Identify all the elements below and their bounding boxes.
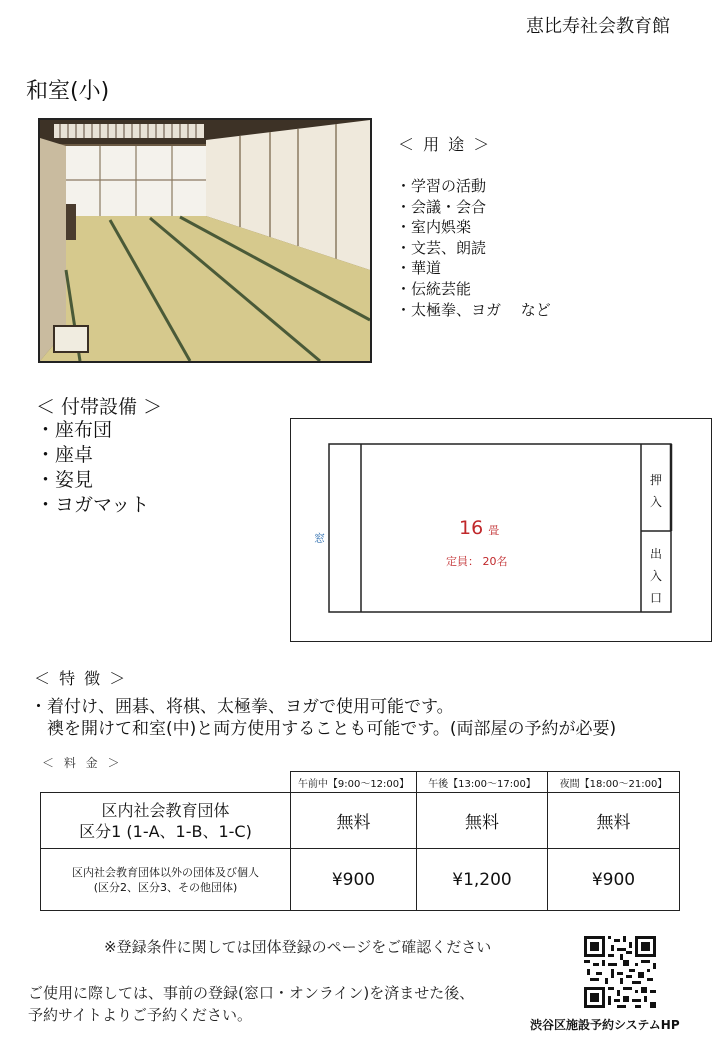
tatami-count (459, 517, 499, 539)
fee-cell: 無料 (291, 793, 417, 849)
list-item: ・学習の活動 (396, 177, 487, 195)
footer-line: ご使用に際しては、事前の登録(窓口・オンライン)を済ませた後、 (28, 984, 475, 1002)
fee-cell: ¥900 (548, 849, 680, 911)
table-header-row (41, 772, 680, 793)
list-item: ・姿見 (36, 469, 94, 491)
row-label-line: 区内社会教育団体 (101, 800, 230, 820)
footer-line: 予約サイトよりご予約ください。 (28, 1006, 252, 1024)
room-outline (329, 444, 671, 612)
tatami-number: 16 (459, 517, 484, 539)
list-item: ・華道 (396, 259, 442, 278)
fee-cell: ¥900 (291, 849, 417, 911)
period-morning: 午前中【9:00～12:00】 (291, 772, 417, 793)
fee-cell: 無料 (548, 793, 680, 849)
fees-heading: ＜ 料 金 ＞ (42, 756, 123, 770)
table-row (41, 793, 680, 849)
qr-code-icon[interactable] (584, 936, 656, 1008)
equipment-list (36, 418, 149, 518)
row-label-line: (区分2、区分3、その他団体) (93, 880, 238, 894)
fee-cell: ¥1,200 (417, 849, 548, 911)
features-line: ・着付け、囲碁、将棋、太極拳、ヨガで使用可能です。 (30, 697, 454, 717)
uses-heading: ＜ 用 途 ＞ (398, 135, 492, 154)
uses-list (396, 176, 551, 320)
list-item: ・座卓 (36, 444, 94, 466)
list-item: ・太極拳、ヨガ など (396, 300, 551, 319)
equipment-heading: ＜ 付帯設備 ＞ (36, 396, 163, 418)
capacity-label: 定員： 20名 (446, 555, 508, 568)
period-evening: 夜間【18:00～21:00】 (548, 772, 680, 793)
closet-label: 押入 (649, 473, 662, 509)
list-item: ・座布団 (36, 419, 113, 441)
features-line: 襖を開けて和室(中)と両方使用することも可能です。(両部屋の予約が必要) (30, 719, 617, 739)
period-afternoon: 午後【13:00～17:00】 (417, 772, 548, 793)
list-item: ・室内娯楽 (396, 218, 472, 237)
exit-label: 出入口 (649, 547, 662, 605)
list-item: ・伝統芸能 (396, 279, 472, 298)
fee-table (40, 771, 680, 911)
table-row (41, 849, 680, 911)
row-label (41, 793, 291, 849)
room-photo (38, 118, 372, 363)
footer-text (28, 982, 474, 1026)
list-item: ・会議・会合 (396, 197, 487, 216)
fee-cell: 無料 (417, 793, 548, 849)
features-heading: ＜ 特 徴 ＞ (34, 669, 128, 688)
row-label-line: 区内社会教育団体以外の団体及び個人 (72, 865, 259, 879)
facility-name: 恵比寿社会教育館 (526, 16, 670, 37)
floor-plan (290, 418, 712, 642)
row-label (41, 849, 291, 911)
registration-note: ※登録条件に関しては団体登録のページをご確認ください (104, 938, 492, 956)
tatami-unit: 畳 (488, 524, 500, 537)
features-text (30, 696, 616, 740)
list-item: ・文芸、朗読 (396, 238, 487, 257)
list-item: ・ヨガマット (36, 494, 150, 516)
room-title: 和室(小) (26, 79, 110, 104)
reservation-system-link[interactable]: 渋谷区施設予約システムHP (530, 1018, 680, 1032)
table-corner (41, 772, 291, 793)
row-label-line: 区分1 (1-A、1-B、1-C) (79, 821, 252, 841)
window-label: 窓 (314, 532, 325, 545)
